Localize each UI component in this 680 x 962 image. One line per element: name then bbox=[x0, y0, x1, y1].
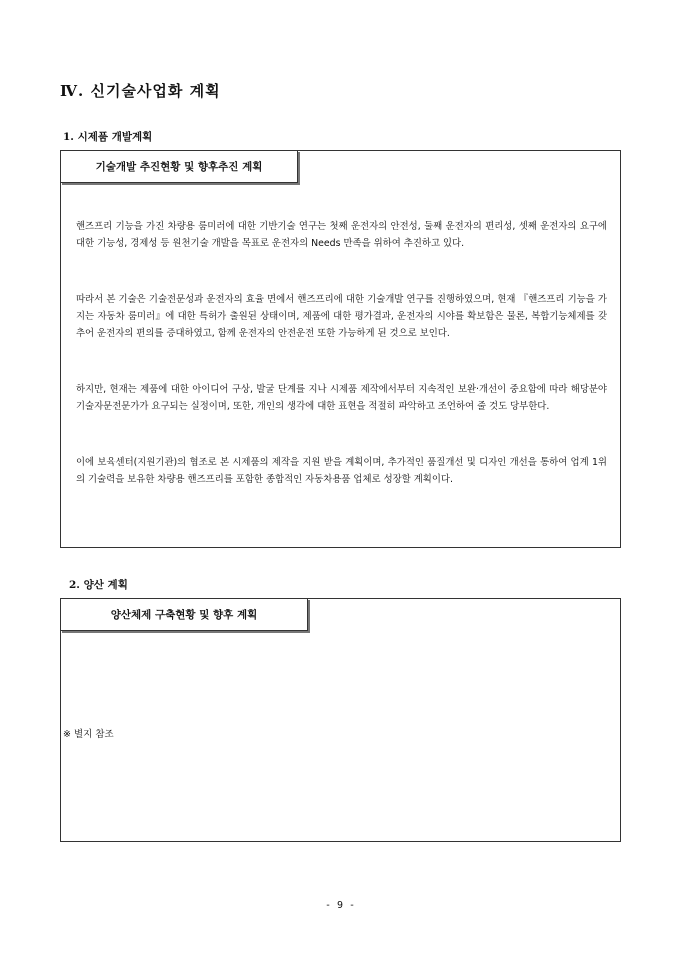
paragraph-3: 하지만, 현재는 제품에 대한 아이디어 구상, 발굴 단계를 지나 시제품 제작에서부터 지속적인 보완·개선이 중요함에 따라 해당분야 기술자문전문가가 요구되는 실정이며, 또한, 개인의 생각에 대한 표현을 적절히 파악하고 조언하여 줄 것도 당부한다. bbox=[76, 384, 607, 412]
reference-note: ※ 별지 참조 bbox=[63, 729, 114, 740]
page-title: Ⅳ. 신기술사업화 계획 bbox=[60, 82, 221, 100]
prototype-plan-box-title: 기술개발 추진현황 및 향후추진 계획 bbox=[60, 150, 298, 183]
section-heading-prototype: 1. 시제품 개발계획 bbox=[63, 131, 153, 143]
paragraph-1: 핸즈프리 기능을 가진 차량용 룸미러에 대한 기반기술 연구는 첫째 운전자의 안전성, 둘째 운전자의 편리성, 셋째 운전자의 요구에 대한 기능성, 경제성 등 원천기술 개발을 목표로 운전자의 Needs 만족을 위하여 추진하고 있다. bbox=[76, 221, 607, 249]
section-heading-mass-production: 2. 양산 계획 bbox=[69, 579, 128, 591]
paragraph-4: 이에 보육센터(지원기관)의 협조로 본 시제품의 제작을 지원 받을 계획이며, 추가적인 품질개선 및 디자인 개선을 통하여 업계 1위의 기술력을 보유한 차량용 핸즈프리를 포함한 종합적인 자동차용품 업체로 성장할 계획이다. bbox=[76, 457, 607, 485]
prototype-plan-box bbox=[60, 150, 621, 548]
paragraph-2: 따라서 본 기술은 기술전문성과 운전자의 효율 면에서 핸즈프리에 대한 기술개발 연구를 진행하였으며, 현재 『핸즈프리 기능을 가지는 자동차 룸미러』에 대한 특허가 출원된 상태이며, 제품에 대한 평가결과, 운전자의 시야를 확보함은 물론, 복합기능체제를 갖추어 운전자의 편의를 증대하였고, 함께 운전자의 안전운전 또한 가능하게 된 것으로 보인다. bbox=[76, 294, 607, 339]
page-number: - 9 - bbox=[324, 900, 356, 911]
mass-production-plan-box bbox=[60, 598, 621, 842]
mass-production-plan-box-title: 양산체제 구축현황 및 향후 계획 bbox=[60, 598, 308, 631]
